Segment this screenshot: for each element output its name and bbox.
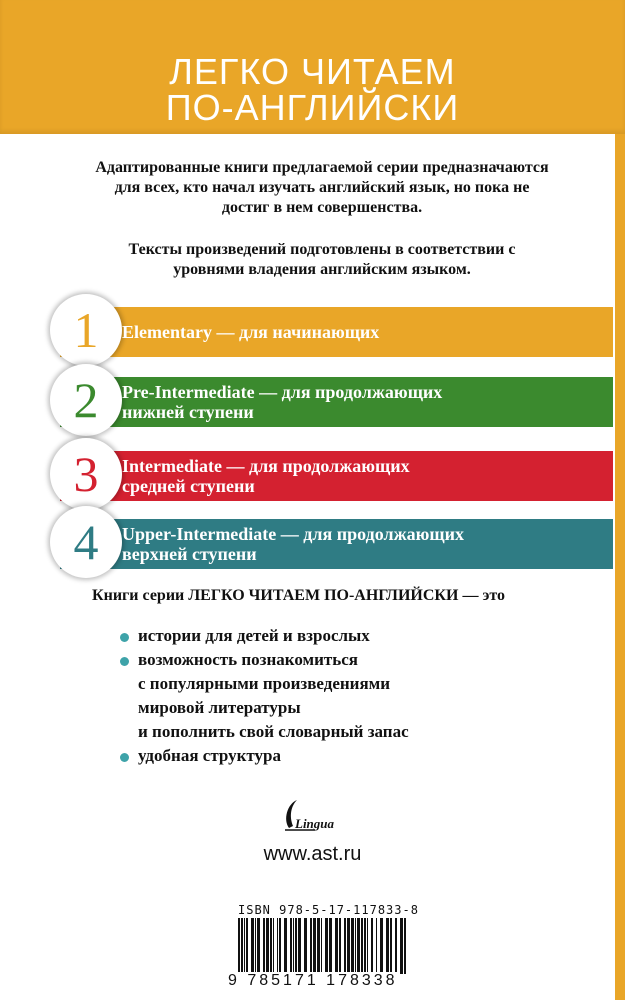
- feature-list: [120, 624, 550, 768]
- bullet-dot-icon: [120, 633, 129, 642]
- level-label: Elementary — для начинающих: [122, 322, 380, 342]
- level-number-circle: 4: [50, 506, 122, 578]
- right-edge-strip: [615, 134, 625, 1000]
- svg-text:Lingua: Lingua: [295, 816, 335, 831]
- bullet-dot-icon: [120, 657, 129, 666]
- level-label: Intermediate — для продолжающих: [122, 456, 410, 476]
- bullet-dot-icon: [120, 753, 129, 762]
- website-url: www.ast.ru: [263, 843, 362, 865]
- level-label: Upper-Intermediate — для продолжающих: [122, 524, 464, 544]
- list-item: удобная структура: [120, 744, 550, 768]
- isbn-number: ISBN 978-5-17-117833-8: [238, 903, 419, 917]
- level-bar-3: [60, 446, 613, 502]
- level-bar-2: [60, 372, 613, 428]
- level-number-circle: 1: [50, 294, 122, 366]
- level-sublabel: нижней ступени: [122, 402, 254, 422]
- series-description: Книги серии ЛЕГКО ЧИТАЕМ ПО-АНГЛИЙСКИ — это: [92, 587, 506, 604]
- title-banner: [0, 0, 625, 134]
- level-sublabel: средней ступени: [122, 476, 255, 496]
- list-item: истории для детей и взрослых: [120, 624, 550, 648]
- level-sublabel: верхней ступени: [122, 544, 257, 564]
- intro-paragraph-1: Адаптированные книги предлагаемой серии предназначаются для всех, кто начал изучать английский язык, но пока не достиг в нем совершенства.: [95, 159, 549, 216]
- lingua-logo: [275, 798, 345, 834]
- level-number-circle: 2: [50, 364, 122, 436]
- list-item: возможность познакомиться с популярными произведениями мировой литературы и пополнить свой словарный запас: [120, 648, 550, 744]
- intro-paragraph-2: Тексты произведений подготовлены в соответствии с уровнями владения английским языком.: [128, 241, 516, 278]
- title-line-1: ЛЕГКО ЧИТАЕМ: [169, 51, 456, 92]
- level-bar-4: [60, 514, 613, 570]
- barcode-number: 9 785171 178338: [228, 972, 398, 989]
- barcode-bars: [238, 918, 406, 974]
- level-bar-1: [60, 302, 613, 358]
- level-number-circle: 3: [50, 438, 122, 510]
- level-label: Pre-Intermediate — для продолжающих: [122, 382, 443, 402]
- title-line-2: ПО-АНГЛИЙСКИ: [165, 87, 460, 128]
